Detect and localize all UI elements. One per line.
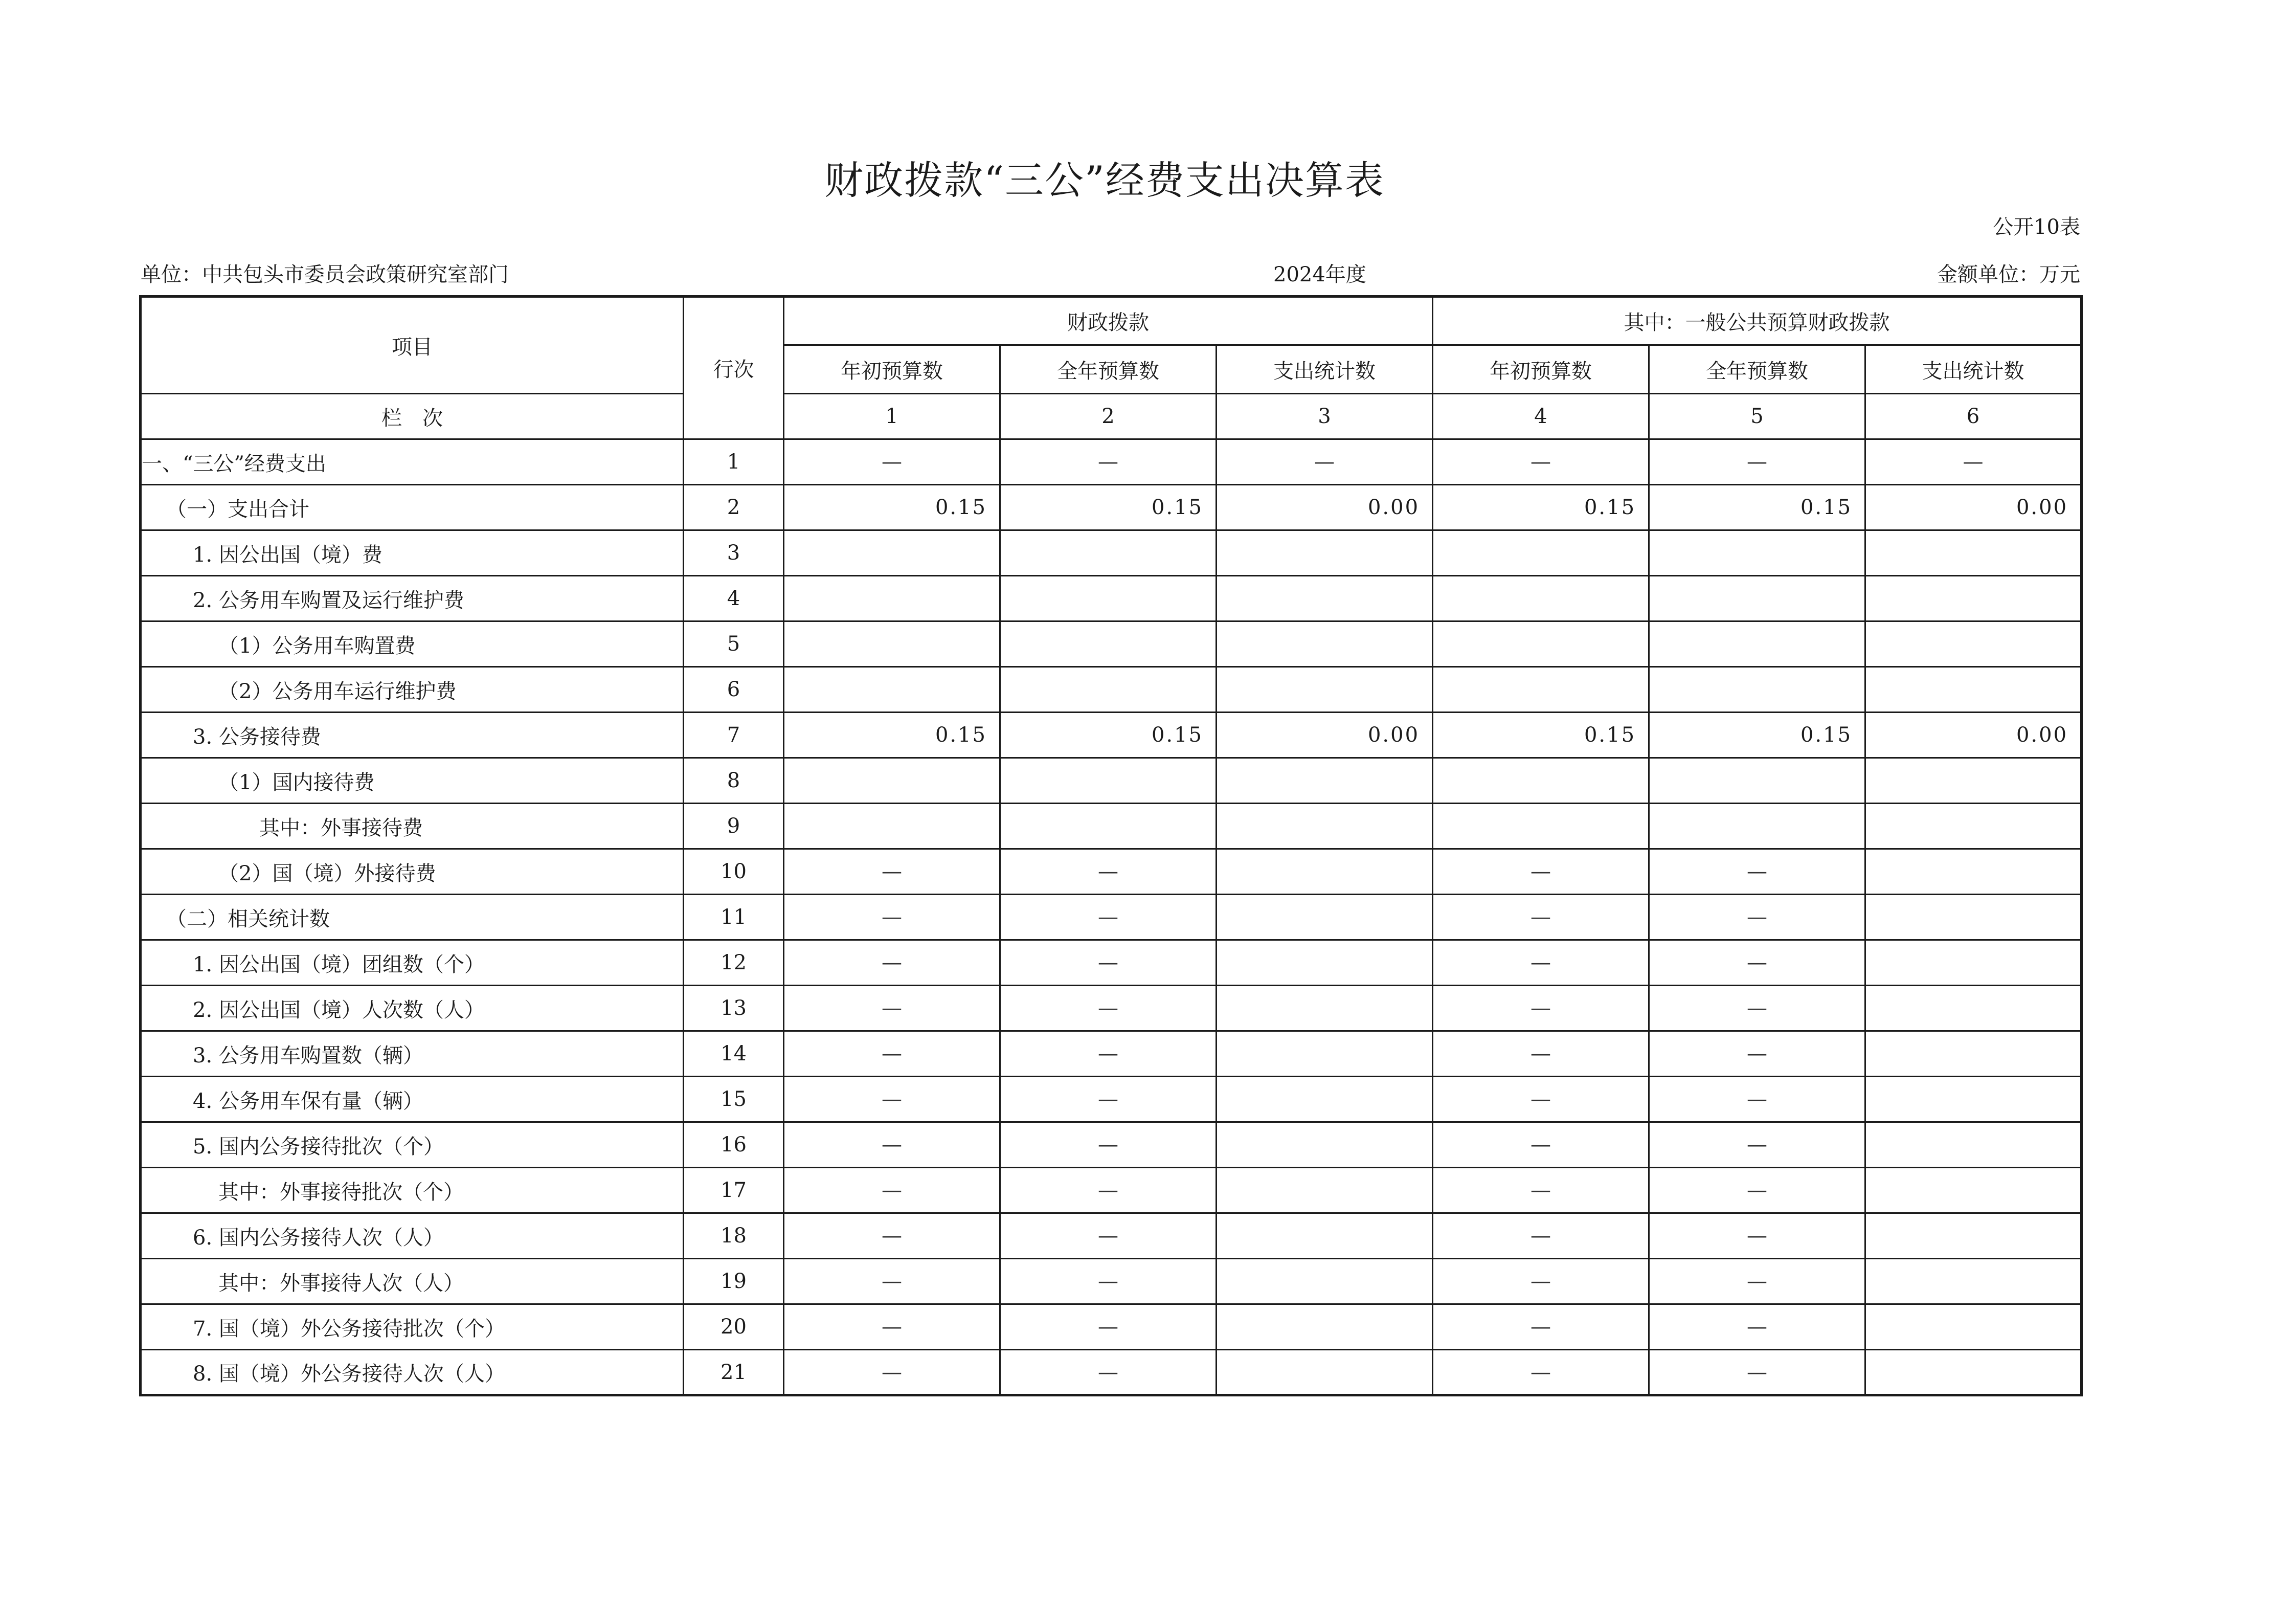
row-label: 1. 因公出国（境）团组数（个） bbox=[141, 940, 684, 986]
cell-col-6 bbox=[1865, 1031, 2082, 1077]
cell-col-2 bbox=[1000, 621, 1217, 667]
cell-col-5 bbox=[1649, 621, 1865, 667]
header-col-2: 全年预算数 bbox=[1000, 345, 1217, 394]
table-row bbox=[141, 1213, 2082, 1259]
cell-col-3: 0.00 bbox=[1217, 713, 1433, 758]
row-number: 9 bbox=[684, 804, 784, 849]
cell-col-1: — bbox=[784, 940, 1000, 986]
cell-col-5: — bbox=[1649, 940, 1865, 986]
cell-col-5: — bbox=[1649, 1259, 1865, 1304]
column-number-row bbox=[141, 394, 2082, 439]
row-number: 6 bbox=[684, 667, 784, 713]
cell-col-3 bbox=[1217, 667, 1433, 713]
row-label: 一、“三公”经费支出 bbox=[141, 439, 684, 485]
cell-col-2: — bbox=[1000, 1168, 1217, 1213]
table-row bbox=[141, 849, 2082, 895]
table-row bbox=[141, 1168, 2082, 1213]
cell-col-5 bbox=[1649, 804, 1865, 849]
table-row bbox=[141, 895, 2082, 940]
cell-col-2 bbox=[1000, 576, 1217, 621]
cell-col-2: 0.15 bbox=[1000, 485, 1217, 530]
cell-col-2: 0.15 bbox=[1000, 713, 1217, 758]
cell-col-1 bbox=[784, 667, 1000, 713]
header-col-1: 年初预算数 bbox=[784, 345, 1000, 394]
row-number: 12 bbox=[684, 940, 784, 986]
row-label: 3. 公务接待费 bbox=[141, 713, 684, 758]
cell-col-3: 0.00 bbox=[1217, 485, 1433, 530]
row-number: 16 bbox=[684, 1122, 784, 1168]
row-label: 2. 公务用车购置及运行维护费 bbox=[141, 576, 684, 621]
cell-col-4: — bbox=[1433, 1122, 1649, 1168]
table-row bbox=[141, 1077, 2082, 1122]
header-row-1 bbox=[141, 297, 2082, 345]
row-number: 4 bbox=[684, 576, 784, 621]
cell-col-3 bbox=[1217, 530, 1433, 576]
page-title: 财政拨款“三公”经费支出决算表 bbox=[824, 158, 1385, 203]
cell-col-1: — bbox=[784, 849, 1000, 895]
cell-col-1: — bbox=[784, 1304, 1000, 1350]
table-row bbox=[141, 1304, 2082, 1350]
cell-col-2: — bbox=[1000, 1350, 1217, 1395]
cell-col-5: — bbox=[1649, 849, 1865, 895]
cell-col-4 bbox=[1433, 576, 1649, 621]
cell-col-2 bbox=[1000, 804, 1217, 849]
row-number: 20 bbox=[684, 1304, 784, 1350]
cell-col-6 bbox=[1865, 1077, 2082, 1122]
row-label: （一）支出合计 bbox=[141, 485, 684, 530]
cell-col-3 bbox=[1217, 1350, 1433, 1395]
cell-col-6 bbox=[1865, 1350, 2082, 1395]
column-number-6: 6 bbox=[1865, 394, 2082, 439]
cell-col-1 bbox=[784, 621, 1000, 667]
cell-col-2: — bbox=[1000, 895, 1217, 940]
cell-col-2: — bbox=[1000, 1077, 1217, 1122]
cell-col-1 bbox=[784, 758, 1000, 804]
row-number: 21 bbox=[684, 1350, 784, 1395]
row-number: 7 bbox=[684, 713, 784, 758]
cell-col-4: — bbox=[1433, 1350, 1649, 1395]
cell-col-5 bbox=[1649, 530, 1865, 576]
header-col-4: 年初预算数 bbox=[1433, 345, 1649, 394]
cell-col-4: — bbox=[1433, 439, 1649, 485]
cell-col-1: — bbox=[784, 895, 1000, 940]
cell-col-3: — bbox=[1217, 439, 1433, 485]
cell-col-5: — bbox=[1649, 1213, 1865, 1259]
cell-col-4: — bbox=[1433, 1031, 1649, 1077]
row-label: （二）相关统计数 bbox=[141, 895, 684, 940]
header-col-6: 支出统计数 bbox=[1865, 345, 2082, 394]
row-label: 其中：外事接待批次（个） bbox=[141, 1168, 684, 1213]
cell-col-6 bbox=[1865, 758, 2082, 804]
row-number: 2 bbox=[684, 485, 784, 530]
cell-col-4: — bbox=[1433, 1259, 1649, 1304]
cell-col-1 bbox=[784, 804, 1000, 849]
row-number: 15 bbox=[684, 1077, 784, 1122]
cell-col-4: — bbox=[1433, 1213, 1649, 1259]
row-number: 19 bbox=[684, 1259, 784, 1304]
cell-col-2: — bbox=[1000, 1122, 1217, 1168]
row-label: （1）国内接待费 bbox=[141, 758, 684, 804]
cell-col-5: — bbox=[1649, 1122, 1865, 1168]
cell-col-6 bbox=[1865, 1122, 2082, 1168]
table-row bbox=[141, 804, 2082, 849]
cell-col-5: — bbox=[1649, 439, 1865, 485]
cell-col-5 bbox=[1649, 758, 1865, 804]
cell-col-2 bbox=[1000, 667, 1217, 713]
cell-col-3 bbox=[1217, 1077, 1433, 1122]
cell-col-6 bbox=[1865, 621, 2082, 667]
row-number: 3 bbox=[684, 530, 784, 576]
expenditure-table bbox=[139, 295, 2083, 1396]
cell-col-3 bbox=[1217, 804, 1433, 849]
row-number: 18 bbox=[684, 1213, 784, 1259]
table-row bbox=[141, 940, 2082, 986]
cell-col-3 bbox=[1217, 621, 1433, 667]
reporting-unit: 单位：中共包头市委员会政策研究室部门 bbox=[141, 263, 509, 286]
cell-col-5: — bbox=[1649, 1350, 1865, 1395]
row-label: 2. 因公出国（境）人次数（人） bbox=[141, 986, 684, 1031]
cell-col-4 bbox=[1433, 530, 1649, 576]
form-code: 公开10表 bbox=[1993, 215, 2080, 239]
row-label: 4. 公务用车保有量（辆） bbox=[141, 1077, 684, 1122]
cell-col-6 bbox=[1865, 940, 2082, 986]
cell-col-6 bbox=[1865, 576, 2082, 621]
cell-col-1: — bbox=[784, 439, 1000, 485]
table-row bbox=[141, 986, 2082, 1031]
row-number: 10 bbox=[684, 849, 784, 895]
cell-col-3 bbox=[1217, 1259, 1433, 1304]
cell-col-1: — bbox=[784, 1350, 1000, 1395]
cell-col-4: — bbox=[1433, 1304, 1649, 1350]
cell-col-3 bbox=[1217, 1031, 1433, 1077]
table-row bbox=[141, 485, 2082, 530]
cell-col-5: — bbox=[1649, 895, 1865, 940]
cell-col-5: — bbox=[1649, 986, 1865, 1031]
cell-col-5: — bbox=[1649, 1077, 1865, 1122]
cell-col-1: 0.15 bbox=[784, 713, 1000, 758]
cell-col-3 bbox=[1217, 758, 1433, 804]
cell-col-4: — bbox=[1433, 1077, 1649, 1122]
cell-col-1: 0.15 bbox=[784, 485, 1000, 530]
cell-col-1: — bbox=[784, 1122, 1000, 1168]
cell-col-4: — bbox=[1433, 1168, 1649, 1213]
cell-col-3 bbox=[1217, 940, 1433, 986]
row-label: 3. 公务用车购置数（辆） bbox=[141, 1031, 684, 1077]
row-label: （2）国（境）外接待费 bbox=[141, 849, 684, 895]
cell-col-4 bbox=[1433, 804, 1649, 849]
cell-col-4 bbox=[1433, 621, 1649, 667]
cell-col-2: — bbox=[1000, 1259, 1217, 1304]
table-row bbox=[141, 667, 2082, 713]
cell-col-4: 0.15 bbox=[1433, 713, 1649, 758]
header-group-general-budget: 其中：一般公共预算财政拨款 bbox=[1433, 297, 2082, 345]
row-label: 5. 国内公务接待批次（个） bbox=[141, 1122, 684, 1168]
cell-col-4 bbox=[1433, 758, 1649, 804]
cell-col-3 bbox=[1217, 849, 1433, 895]
cell-col-3 bbox=[1217, 895, 1433, 940]
cell-col-3 bbox=[1217, 986, 1433, 1031]
cell-col-6: — bbox=[1865, 439, 2082, 485]
cell-col-1: — bbox=[784, 986, 1000, 1031]
row-label: 7. 国（境）外公务接待批次（个） bbox=[141, 1304, 684, 1350]
row-label: 其中：外事接待人次（人） bbox=[141, 1259, 684, 1304]
cell-col-6 bbox=[1865, 804, 2082, 849]
cell-col-6 bbox=[1865, 986, 2082, 1031]
row-number: 13 bbox=[684, 986, 784, 1031]
row-label: （1）公务用车购置费 bbox=[141, 621, 684, 667]
header-item: 项目 bbox=[141, 297, 684, 394]
cell-col-2: — bbox=[1000, 439, 1217, 485]
table-row bbox=[141, 1350, 2082, 1395]
cell-col-6: 0.00 bbox=[1865, 713, 2082, 758]
row-number: 17 bbox=[684, 1168, 784, 1213]
cell-col-4 bbox=[1433, 667, 1649, 713]
cell-col-3 bbox=[1217, 576, 1433, 621]
row-label: 1. 因公出国（境）费 bbox=[141, 530, 684, 576]
header-row-no: 行次 bbox=[684, 297, 784, 439]
header-col-3: 支出统计数 bbox=[1217, 345, 1433, 394]
table-body bbox=[141, 439, 2082, 1395]
cell-col-3 bbox=[1217, 1213, 1433, 1259]
row-number: 14 bbox=[684, 1031, 784, 1077]
column-number-3: 3 bbox=[1217, 394, 1433, 439]
cell-col-5: — bbox=[1649, 1031, 1865, 1077]
row-number: 5 bbox=[684, 621, 784, 667]
cell-col-2: — bbox=[1000, 1031, 1217, 1077]
column-number-4: 4 bbox=[1433, 394, 1649, 439]
cell-col-6: 0.00 bbox=[1865, 485, 2082, 530]
cell-col-1: — bbox=[784, 1168, 1000, 1213]
cell-col-3 bbox=[1217, 1168, 1433, 1213]
cell-col-5 bbox=[1649, 667, 1865, 713]
cell-col-2 bbox=[1000, 758, 1217, 804]
table-row bbox=[141, 576, 2082, 621]
cell-col-2: — bbox=[1000, 1304, 1217, 1350]
cell-col-1 bbox=[784, 576, 1000, 621]
row-number: 1 bbox=[684, 439, 784, 485]
cell-col-4: — bbox=[1433, 986, 1649, 1031]
cell-col-2: — bbox=[1000, 1213, 1217, 1259]
table-row bbox=[141, 530, 2082, 576]
cell-col-1: — bbox=[784, 1259, 1000, 1304]
cell-col-5: 0.15 bbox=[1649, 713, 1865, 758]
table-row bbox=[141, 1031, 2082, 1077]
cell-col-3 bbox=[1217, 1122, 1433, 1168]
row-label: （2）公务用车运行维护费 bbox=[141, 667, 684, 713]
table-row bbox=[141, 1259, 2082, 1304]
cell-col-2: — bbox=[1000, 986, 1217, 1031]
cell-col-4: 0.15 bbox=[1433, 485, 1649, 530]
fiscal-year: 2024年度 bbox=[1273, 263, 1366, 286]
cell-col-6 bbox=[1865, 1168, 2082, 1213]
cell-col-1: — bbox=[784, 1213, 1000, 1259]
cell-col-6 bbox=[1865, 1304, 2082, 1350]
row-label: 6. 国内公务接待人次（人） bbox=[141, 1213, 684, 1259]
cell-col-6 bbox=[1865, 530, 2082, 576]
cell-col-1 bbox=[784, 530, 1000, 576]
cell-col-4: — bbox=[1433, 940, 1649, 986]
row-number: 8 bbox=[684, 758, 784, 804]
column-number-1: 1 bbox=[784, 394, 1000, 439]
cell-col-2: — bbox=[1000, 940, 1217, 986]
column-number-5: 5 bbox=[1649, 394, 1865, 439]
cell-col-1: — bbox=[784, 1077, 1000, 1122]
cell-col-2: — bbox=[1000, 849, 1217, 895]
table-row bbox=[141, 758, 2082, 804]
cell-col-3 bbox=[1217, 1304, 1433, 1350]
row-number: 11 bbox=[684, 895, 784, 940]
cell-col-6 bbox=[1865, 667, 2082, 713]
cell-col-4: — bbox=[1433, 849, 1649, 895]
row-label: 其中：外事接待费 bbox=[141, 804, 684, 849]
cell-col-6 bbox=[1865, 1213, 2082, 1259]
money-unit: 金额单位：万元 bbox=[1937, 263, 2080, 286]
cell-col-2 bbox=[1000, 530, 1217, 576]
cell-col-5: 0.15 bbox=[1649, 485, 1865, 530]
table-row bbox=[141, 621, 2082, 667]
cell-col-5: — bbox=[1649, 1304, 1865, 1350]
table-row bbox=[141, 439, 2082, 485]
header-col-5: 全年预算数 bbox=[1649, 345, 1865, 394]
column-label: 栏 次 bbox=[141, 394, 684, 439]
row-label: 8. 国（境）外公务接待人次（人） bbox=[141, 1350, 684, 1395]
cell-col-6 bbox=[1865, 849, 2082, 895]
column-number-2: 2 bbox=[1000, 394, 1217, 439]
cell-col-6 bbox=[1865, 1259, 2082, 1304]
cell-col-4: — bbox=[1433, 895, 1649, 940]
cell-col-5 bbox=[1649, 576, 1865, 621]
cell-col-1: — bbox=[784, 1031, 1000, 1077]
table-row bbox=[141, 1122, 2082, 1168]
cell-col-6 bbox=[1865, 895, 2082, 940]
cell-col-5: — bbox=[1649, 1168, 1865, 1213]
header-group-fiscal: 财政拨款 bbox=[784, 297, 1433, 345]
table-row bbox=[141, 713, 2082, 758]
